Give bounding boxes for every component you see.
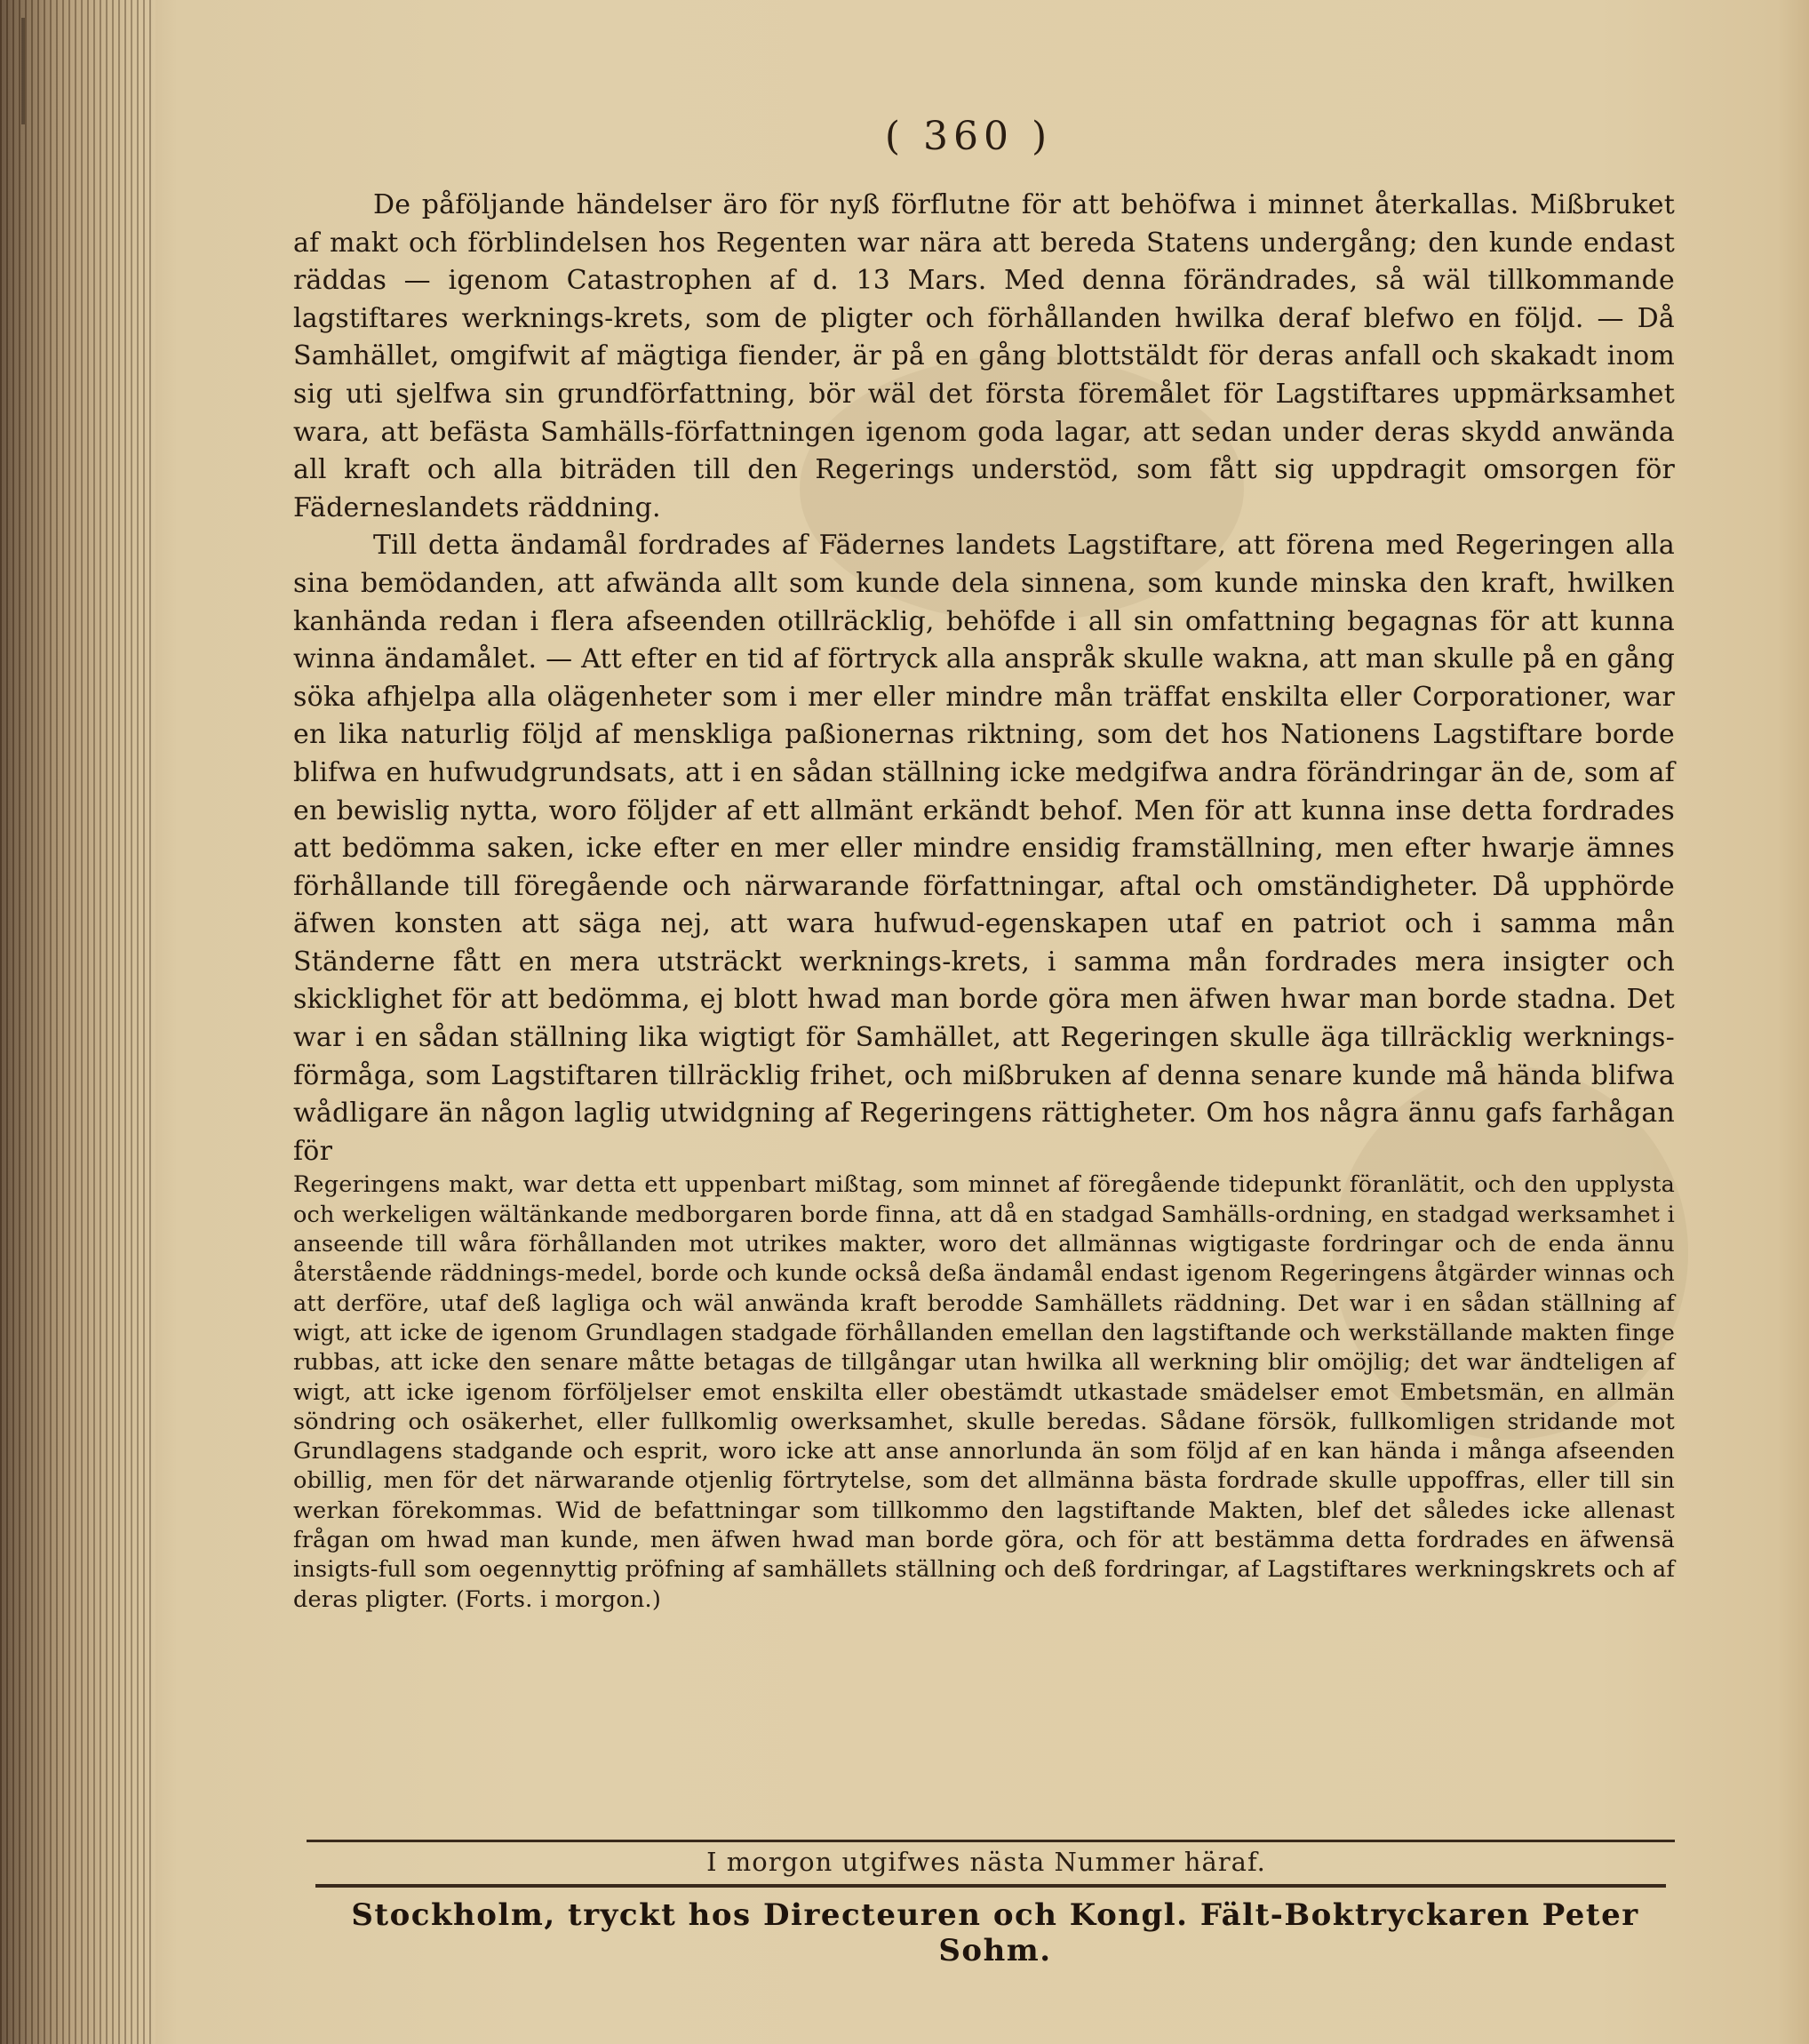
next-issue-notice: I morgon utgifwes nästa Nummer häraf. xyxy=(706,1847,1266,1877)
article-body xyxy=(293,187,1675,1615)
paragraph-1: De påföljande händelser äro för nyß förflutne för att behöfwa i minnet återkallas. Mißbruket af makt och förblindelsen hos Regenten war nära att bereda Statens undergång; den kunde endast räddas — igenom Catastrophen af d. 13 Mars. Med denna förändrades, så wäl tillkommande lagstiftares werknings-krets, som de pligter och förhållanden hwilka deraf blefwo en följd. — Då Samhället, omgifwit af mägtiga fiender, är på en gång blottstäldt för deras anfall och skakadt inom sig uti sjelfwa sin grundförfattning, bör wäl det första föremålet för Lagstiftares uppmärksamhet wara, att befästa Samhälls-författningen igenom goda lagar, att sedan under deras skydd anwända all kraft och alla biträden till den Regerings understöd, som fått sig uppdragit omsorgen för Fäderneslandets räddning. xyxy=(293,189,1675,523)
paragraph-2: Till detta ändamål fordrades af Fädernes landets Lagstiftare, att förena med Regeringen alla sina bemödanden, att afwända allt som kunde dela sinnena, som kunde minska den kraft, hwilken kanhända redan i flera afseenden otillräcklig, behöfde i all sin omfattning begagnas för att kunna winna ändamålet. — Att efter en tid af förtryck alla anspråk skulle wakna, att man skulle på en gång söka afhjelpa alla olägenheter som i mer eller mindre mån träffat enskilta eller Corporationer, war en lika naturlig följd af menskliga paßionernas riktning, som det hos Nationens Lagstiftare borde blifwa en hufwudgrundsats, att i en sådan ställning icke medgifwa andra förändringar än de, som af en bewislig nytta, woro följder af ett allmänt erkändt behof. Men för att kunna inse detta fordrades att bedömma saken, icke efter en mer eller mindre ensidig framställning, men efter hwarje ämnes förhållande till föregående och närwarande författningar, aftal och omständigheter. Då upphörde äfwen konsten att säga nej, att wara hufwud-egenskapen utaf en patriot och i samma mån Ständerne fått en mera utsträckt werknings-krets, i samma mån fordrades mera insigter och skicklighet för att bedömma, ej blott hwad man borde göra men äfwen hwar man borde stadna. Det war i en sådan ställning lika wigtigt för Samhället, att Regeringen skulle äga tillräcklig werknings-förmåga, som Lagstiftaren tillräcklig frihet, och mißbruken af denna senare kunde må hända blifwa wådligare än någon laglig utwidgning af Regeringens rättigheter. Om hos några ännu gafs farhågan för xyxy=(293,530,1675,1167)
divider-rule xyxy=(315,1884,1666,1888)
paragraph-3: Regeringens makt, war detta ett uppenbart mißtag, som minnet af föregående tidepunkt föranlätit, och den upplysta och werkeligen wältänkande medborgaren borde finna, att då en stadgad Samhälls-ordning, en stadgad werksamhet i anseende till wåra förhållanden mot utrikes makter, woro det allmännas wigtigaste fordringar och de enda ännu återstående räddnings-medel, borde och kunde också deßa ändamål endast igenom Regeringens åtgärder winnas och att derföre, utaf deß lagliga och wäl anwända kraft berodde Samhällets räddning. Det war i en sådan ställning af wigt, att icke de igenom Grundlagen stadgade förhållanden emellan den lagstiftande och werkställande makten finge rubbas, att icke den senare måtte betagas de tillgångar utan hwilka all werkning blir omöjlig; det war ändteligen af wigt, att icke igenom förföljelser emot enskilta eller obestämdt utkastade smädelser emot Embetsmän, en allmän söndring och osäkerhet, eller fullkomlig owerksamhet, skulle beredas. Sådane försök, fullkomligen stridande mot Grundlagens stadgande och esprit, woro icke att anse annorlunda än som följd af en kan hända i många afseenden obillig, men för det närwarande otjenlig förtrytelse, som det allmänna bästa fordrade skulle uppoffras, eller till sin werkan förekommas. Wid de befattningar som tillkommo den lagstiftande Makten, blef det således icke allenast frågan om hwad man kunde, men äfwen hwad man borde göra, och för att bestämma detta fordrades en äfwensä insigts-full som oegennyttig pröfning af samhällets ställning och deß fordringar, af Lagstiftares werkningskrets och af deras pligter. (Forts. i morgon.) xyxy=(293,1171,1675,1613)
printer-imprint: Stockholm, tryckt hos Directeuren och Kongl. Fält-Boktryckaren Peter Sohm. xyxy=(351,1897,1639,1968)
page-number: ( 360 ) xyxy=(884,114,1053,159)
book-page-edges xyxy=(0,0,155,2044)
binding-mark xyxy=(21,18,25,124)
divider-rule xyxy=(307,1840,1675,1842)
